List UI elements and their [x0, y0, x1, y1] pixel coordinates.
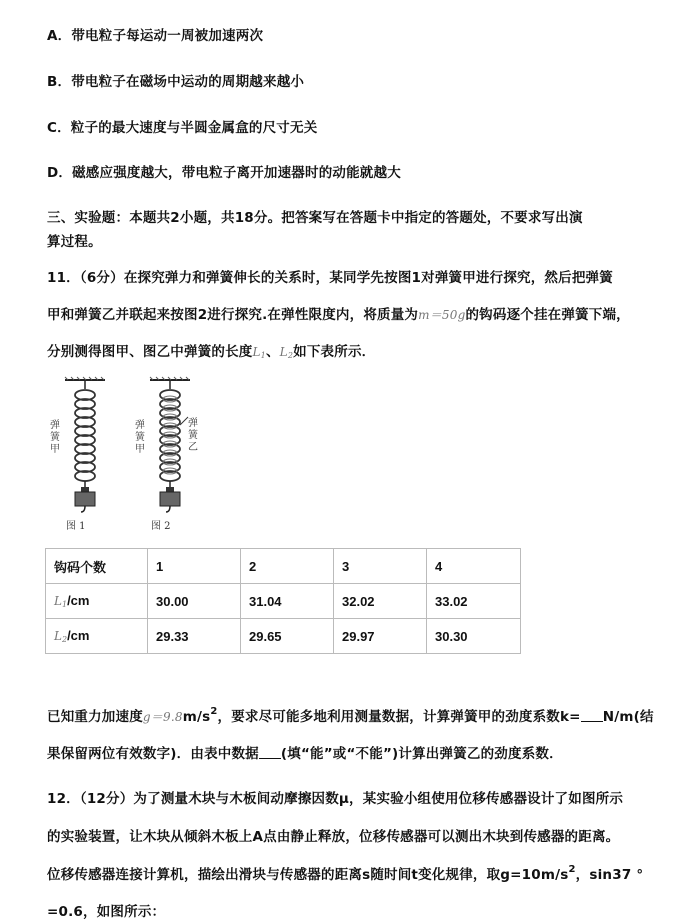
table-cell: 29.97 — [334, 619, 427, 654]
option-a: A．带电粒子每运动一周被加速两次 — [47, 28, 264, 44]
q11-line2 — [47, 303, 630, 323]
mass-formula: m＝50g — [418, 308, 466, 322]
option-c: C．粒子的最大速度与半圆金属盒的尺寸无关 — [47, 120, 318, 136]
q11-line3 — [47, 340, 375, 360]
answer-blank-can[interactable] — [259, 746, 281, 759]
section-heading-line2: 算过程。 — [47, 234, 102, 250]
figure-1-spring — [60, 375, 110, 520]
table-cell: 30.30 — [427, 619, 521, 654]
q11-line2-a: 甲和弹簧乙并联起来按图2进行探究.在弹性限度内，将质量为 — [47, 307, 419, 323]
q11-line3-a: 分别测得图甲、图乙中弹簧的长度 — [47, 344, 253, 360]
answer-blank-k[interactable] — [581, 709, 603, 722]
q11-after-line1: 已知重力加速度$g=9.8m/s^2$，要求尽可能多地利用测量数据，计算弹簧甲的劲度系数k= N/m(结 — [47, 706, 654, 725]
q12-line4: =0.6，如图所示： — [47, 904, 166, 920]
table-header-cell: 1 — [148, 549, 241, 584]
row-label-l1: $L_1/cm$ — [46, 584, 148, 619]
figure-2-caption: 图 2 — [151, 521, 171, 532]
table-cell: 30.00 — [148, 584, 241, 619]
q12-line3: 位移传感器连接计算机，描绘出滑块与传感器的距离s随时间t变化规律，取$g=10m/s^2$，sin37 ° — [47, 864, 644, 883]
table-header-cell: 4 — [427, 549, 521, 584]
table-header-cell: 3 — [334, 549, 427, 584]
figure-2-spring-right-label: 弹簧乙 — [188, 418, 198, 453]
table-cell: 31.04 — [241, 584, 334, 619]
q11-after-line2: 果保留两位有效数字)．由表中数据 (填“能”或“不能”)计算出弹簧乙的劲度系数． — [47, 746, 563, 762]
q11-line3-b: 如下表所示． — [293, 344, 376, 360]
q12-line2: 的实验装置，让木块从倾斜木板上A点由静止释放，位移传感器可以测出木块到传感器的距离。 — [47, 829, 620, 845]
l2-symbol: $L_2$ — [279, 345, 294, 360]
figure-1-caption: 图 1 — [66, 521, 86, 532]
table-row — [46, 584, 521, 619]
table-cell: 29.65 — [241, 619, 334, 654]
option-b: B．带电粒子在磁场中运动的周期越来越小 — [47, 74, 305, 90]
table-cell: 29.33 — [148, 619, 241, 654]
q11-line1: 11．（6分）在探究弹力和弹簧伸长的关系时，某同学先按图1对弹簧甲进行探究，然后把弹簧 — [47, 270, 613, 286]
table-header-cell: 2 — [241, 549, 334, 584]
table-row — [46, 619, 521, 654]
l1-symbol: $L_1$ — [252, 345, 266, 360]
table-header-row — [46, 549, 521, 584]
row-label-l2: $L_2/cm$ — [46, 619, 148, 654]
sep: 、 — [265, 344, 280, 360]
q12-line1: 12．（12分）为了测量木块与木板间动摩擦因数μ，某实验小组使用位移传感器设计了如图所示 — [47, 791, 624, 807]
table-header-cell: 钩码个数 — [46, 549, 148, 584]
section-heading-line1: 三、实验题：本题共2小题，共18分。把答案写在答题卡中指定的答题处，不要求写出演 — [47, 210, 583, 226]
option-d: D．磁感应强度越大，带电粒子离开加速器时的动能就越大 — [47, 165, 401, 181]
figure-1-spring-label: 弹簧甲 — [50, 420, 60, 455]
table-cell: 33.02 — [427, 584, 521, 619]
figure-2-spring-left-label: 弹簧甲 — [135, 420, 145, 455]
gravity-formula: g＝9.8 — [142, 710, 183, 724]
spring-length-table — [45, 548, 521, 654]
q11-line2-b: 的钩码逐个挂在弹簧下端， — [465, 307, 630, 323]
table-cell: 32.02 — [334, 584, 427, 619]
